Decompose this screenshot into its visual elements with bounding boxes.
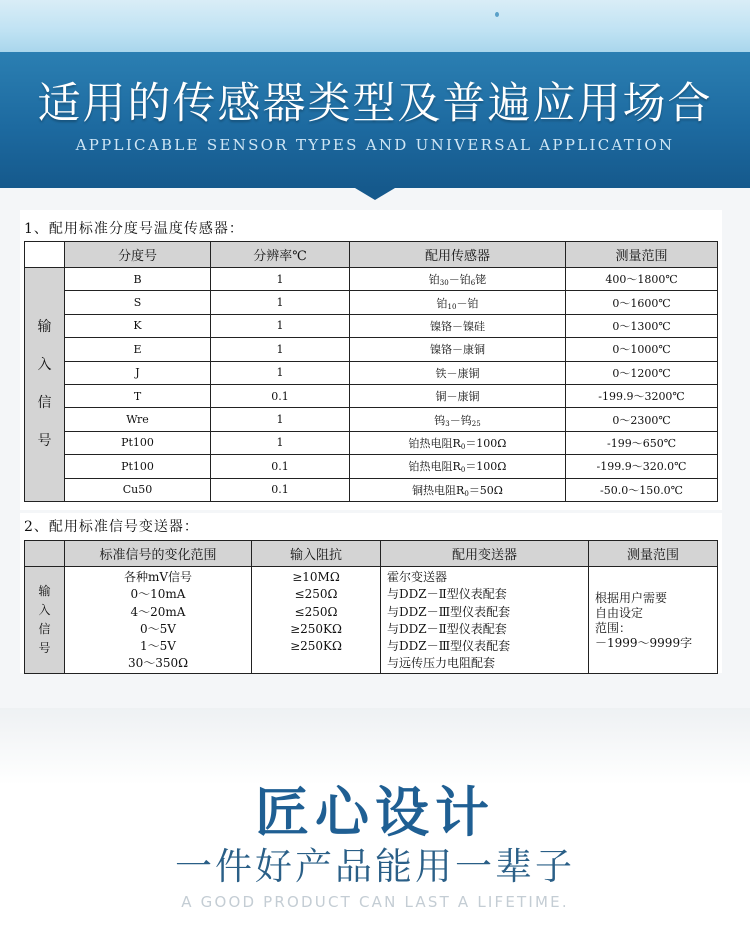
side-label-input-signal [25,567,65,674]
banner-pointer-arrow [355,188,395,200]
sensor-text: 铑 [475,273,487,287]
sensor-text: ＝100Ω [465,460,507,474]
sensor-text: 钨 [434,413,446,427]
resolution-cell: 1 [211,291,350,314]
cell-line: 0～5V [140,621,176,636]
division-code-cell: Cu50 [65,478,211,501]
table-row [25,455,718,478]
sensor-text: 镍铬－康铜 [430,343,485,357]
table-row [25,408,718,431]
cell-line: ≥10MΩ [292,570,340,584]
division-code-cell: E [65,338,211,361]
resolution-cell: 0.1 [211,455,350,478]
resolution-cell: 1 [211,268,350,291]
sensor-text: ＝50Ω [468,483,503,497]
cell-line: ≤250Ω [294,587,338,602]
sensor-text: －铂 [448,273,471,287]
range-cell: 0～1200℃ [566,361,718,384]
table-row [25,384,718,407]
side-label-char: 信 [37,395,52,412]
header-resolution: 分辨率℃ [211,242,350,268]
side-label-char: 输 [38,583,51,598]
table-row [25,567,718,674]
header-division-no: 分度号 [65,242,211,268]
table-row [25,361,718,384]
sensor-cell [350,338,566,361]
sensor-cell [350,384,566,407]
sensor-cell [350,431,566,454]
sensor-spec-sheet [20,210,722,510]
division-code-cell: J [65,361,211,384]
resolution-cell: 0.1 [211,384,350,407]
cell-line: ≥250KΩ [290,639,342,654]
table-row [25,314,718,337]
slogan-sub: 一件好产品能用一辈子 [175,845,575,888]
side-label-char: 入 [37,357,52,374]
side-label-char: 入 [38,602,51,617]
division-code-cell: T [65,384,211,407]
sensor-text: 铂 [436,296,448,310]
range-cell: -199.9～3200℃ [566,384,718,407]
slogan-english: A GOOD PRODUCT CAN LAST A LIFETIME. [181,893,569,911]
table-header-row [25,541,718,567]
range-cell: 0～1300℃ [566,314,718,337]
sensor-cell [350,314,566,337]
range-cell: 0～1000℃ [566,338,718,361]
cell-line: 霍尔变送器 [387,570,448,584]
table-row [25,291,718,314]
cell-line: 4～20mA [130,604,186,619]
transmitter-cell [381,567,589,674]
subscript-text: 0 [460,442,466,451]
side-label-input-signal [25,268,65,502]
sensor-table [24,241,718,502]
subscript-text: 30 [439,279,449,288]
section1-title: 1、配用标准分度号温度传感器： [24,221,244,237]
side-label-char: 信 [38,621,51,636]
division-code-cell: S [65,291,211,314]
signal-range-cell [65,567,252,674]
range-cell: 400～1800℃ [566,268,718,291]
cell-line: 30～350Ω [127,656,189,671]
table-row [25,478,718,501]
range-cell: -199～650℃ [566,431,718,454]
cell-line: 与DDZ－Ⅱ型仪表配套 [387,621,507,636]
resolution-cell: 1 [211,408,350,431]
cell-line: 0～10mA [130,587,186,602]
range-cell: 0～2300℃ [566,408,718,431]
banner-subtitle: APPLICABLE SENSOR TYPES AND UNIVERSAL APPLICATION [75,136,675,154]
header-measure-range: 测量范围 [589,541,718,567]
sensor-cell [350,455,566,478]
sensor-text: ＝100Ω [465,436,507,450]
sensor-text: －钨 [449,413,472,427]
subscript-text: 6 [470,279,476,288]
resolution-cell: 1 [211,361,350,384]
subscript-text: 0 [460,466,466,475]
measure-range-cell [589,567,718,674]
division-code-cell: B [65,268,211,291]
cell-line: 与DDZ－Ⅲ型仪表配套 [387,639,511,654]
table-row [25,268,718,291]
cell-line: ≤250Ω [294,604,338,619]
sensor-text: 铂 [428,273,440,287]
resolution-cell: 1 [211,431,350,454]
cell-line: 自由设定 [595,605,644,620]
range-cell: -50.0～150.0℃ [566,478,718,501]
transmitter-table [24,540,718,674]
sensor-cell [350,291,566,314]
table-row [25,338,718,361]
division-code-cell: K [65,314,211,337]
sensor-text: －铂 [456,296,479,310]
header-sensor: 配用传感器 [350,242,566,268]
resolution-cell: 0.1 [211,478,350,501]
header-range: 测量范围 [566,242,718,268]
cell-line: 范围： [595,620,632,635]
division-code-cell: Pt100 [65,431,211,454]
subscript-text: 25 [471,419,481,428]
side-label-char: 号 [38,640,51,655]
cell-line: 各种mV信号 [123,570,193,584]
sensor-text: 铂热电阻R [408,460,461,474]
header-transmitter: 配用变送器 [381,541,589,567]
slogan-main: 匠心设计 [255,781,495,844]
sensor-cell [350,361,566,384]
division-code-cell: Wre [65,408,211,431]
resolution-cell: 1 [211,314,350,337]
table-row [25,431,718,454]
range-cell: 0～1600℃ [566,291,718,314]
subscript-text: 0 [464,489,469,498]
cell-line: －1999～9999字 [595,635,693,650]
table-header-row [25,242,718,268]
water-droplet-icon [495,12,499,17]
table-header-corner [25,242,65,268]
sensor-text: 铜热电阻R [412,483,465,497]
cell-line: 1～5V [140,639,176,654]
range-cell: -199.9～320.0℃ [566,455,718,478]
resolution-cell: 1 [211,338,350,361]
header-signal-range: 标准信号的变化范围 [65,541,252,567]
top-gradient-strip [0,0,750,52]
sensor-cell [350,268,566,291]
transmitter-spec-sheet [20,513,722,673]
cell-line: ≥250KΩ [290,621,342,636]
title-banner [0,52,750,188]
division-code-cell: Pt100 [65,455,211,478]
sensor-text: 镍铬－镍硅 [430,319,485,333]
header-input-impedance: 输入阻抗 [252,541,381,567]
subscript-text: 10 [447,302,457,311]
cell-line: 与DDZ－Ⅱ型仪表配套 [387,587,507,602]
sensor-text: 铜－康铜 [435,390,480,404]
cell-line: 根据用户需要 [595,590,668,605]
cell-line: 与远传压力电阻配套 [387,656,496,671]
section2-title: 2、配用标准信号变送器： [24,519,199,535]
impedance-cell [252,567,381,674]
sensor-text: 铂热电阻R [408,436,461,450]
side-label-char: 号 [37,433,52,450]
subscript-text: 3 [445,419,450,428]
sensor-cell [350,408,566,431]
sensor-cell [350,478,566,501]
side-label-char: 输 [37,319,52,336]
banner-title: 适用的传感器类型及普遍应用场合 [37,79,713,129]
table-header-corner [25,541,65,567]
cell-line: 与DDZ－Ⅲ型仪表配套 [387,604,511,619]
sensor-text: 铁－康铜 [435,366,480,380]
